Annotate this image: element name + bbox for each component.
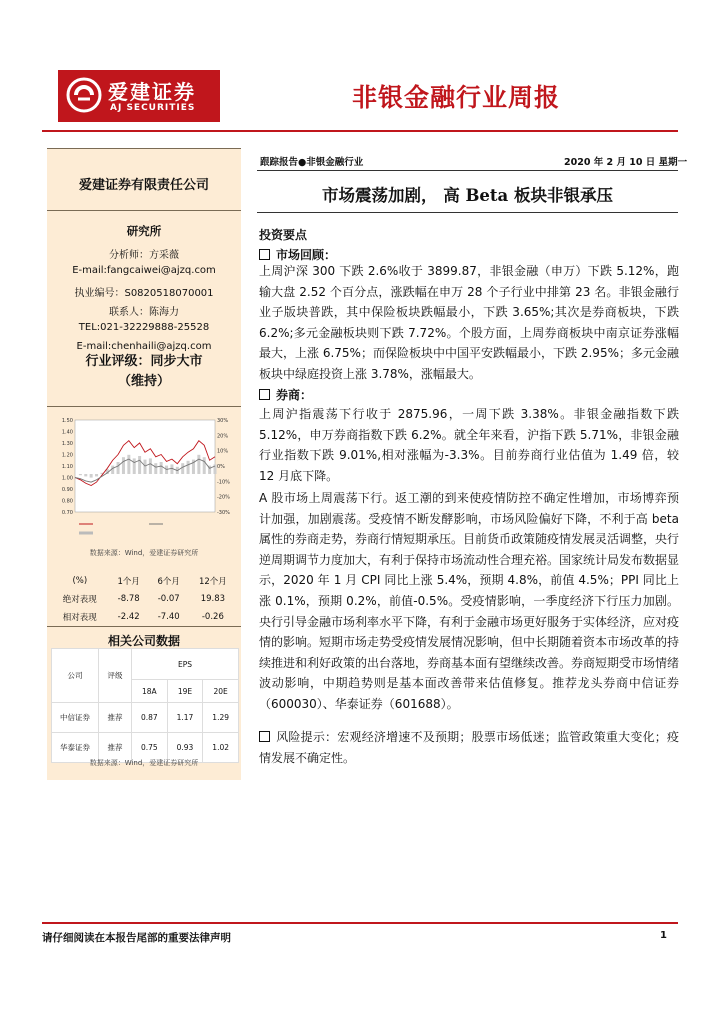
logo-mark-icon [66, 77, 102, 113]
header-divider [42, 130, 678, 132]
y2-tick-label: 0% [217, 464, 225, 470]
chart-bar [111, 466, 114, 474]
y-tick-label: 0.90 [61, 487, 73, 493]
brokers-text: 上周沪指震荡下行收于 2875.96，一周下跌 3.38%。非银金融指数下跌 5.12%，申万券商指数下跌 6.2%。就全年来看，沪指下跌 5.71%，非银金融行业指数下跌 9.01%,相对涨幅为-3.3%。目前券商行业估值为 1.49 倍，较 12 月底下降。 [259, 407, 679, 483]
col-header-year: 19E [167, 680, 203, 703]
legal-disclaimer-note: 请仔细阅读在本报告尾部的重要法律声明 [42, 932, 231, 944]
analysis-text: A 股市场上周震荡下行。返工潮的到来使疫情防控不确定性增加，市场博弈预计加强，加剧震荡。受疫情不断发酵影响，市场风险偏好下降，不利于高 beta 属性的券商走势，券商行情短期承压。目前货币政策随疫情发展灵活调整，央行逆周期调节力度加大，有利于保持市场流动性合理充裕。国家统计局发布数据显示，2020 年 1 月 CPI 同比上涨 5.4%，预期 4.8%，前值 4.5%；PPI 同比上涨 0.1%，预期 0.2%，前值-0.5%。受疫情影响，一季度经济下行压力加剧。央行引导金融市场利率水平下降，有利于金融市场更好服务于实体经济，应对疫情的影响。短期市场走势受疫情发展情况影响，但中长期随着资本市场改革的持续推进和利好政策的出台落地，券商基本面有望继续改善。券商短期受市场情绪波动影响，中期趋势则是基本面改善带来估值修复。推荐龙头券商中信证券（600030）、华泰证券（601688）。 [259, 491, 680, 711]
table-cell: 19.83 [200, 594, 226, 604]
table-cell: -8.78 [117, 594, 140, 604]
checkbox-bullet-icon [259, 249, 270, 260]
chart-bar [84, 474, 87, 476]
report-headline: 市场震荡加剧， 高 Beta 板块非银承压 [322, 186, 613, 205]
y2-tick-label: -20% [217, 494, 230, 501]
y-tick-label: 1.30 [61, 441, 73, 447]
rating-line-1: 行业评级：同步大市 [85, 354, 203, 369]
chart-bar [133, 458, 136, 474]
y-tick-label: 1.20 [61, 452, 73, 459]
eps-cell: 1.17 [167, 703, 203, 733]
chart-bar [117, 462, 120, 474]
chart-bar [90, 474, 93, 478]
chart-bar [187, 461, 190, 474]
sidebar-divider [47, 210, 241, 211]
company-cell: 中信证券 [52, 703, 99, 733]
analyst-name: 分析师：方采薇 [109, 250, 179, 261]
section-title: 券商： [276, 388, 313, 402]
table-cell: -2.42 [117, 612, 140, 622]
market-review-text: 上周沪深 300 下跌 2.6%收于 3899.87，非银金融（申万）下跌 5.12%，跑输大盘 2.52 个百分点，涨跌幅在申万 28 个子行业中排第 23 名。非银金融行业子版块普跌，其中保险板块跌幅最小，下跌 3.65%;其次是券商板块，下跌 6.2%;多元金融板块则下跌 7.72%。个股方面，上周券商板块中南京证券涨幅最大，上涨 6.75%；而保险板块中中国平安跌幅最小，下跌 2.95%；多元金融板块中绿庭投资上涨 3.78%，涨幅最大。 [259, 264, 679, 381]
table-cell: -0.07 [157, 594, 180, 604]
logo-text-cn: 爱建证券 [108, 80, 196, 104]
row-label: 绝对表现 [62, 595, 97, 605]
logo-text-en: AJ SECURITIES [110, 103, 196, 113]
table-header-cell: 6个月 [157, 577, 180, 587]
institute-label: 研究所 [126, 224, 162, 238]
y2-tick-label: 30% [217, 418, 229, 424]
report-date: 2020 年 2 月 10 日 星期一 [564, 157, 688, 168]
sidebar [47, 148, 241, 780]
analyst-email[interactable]: E-mail:fangcaiwei@ajzq.com [72, 265, 216, 276]
table-cell: -7.40 [157, 612, 180, 622]
index-performance-chart [53, 416, 237, 540]
table-row [51, 590, 237, 608]
performance-table [51, 572, 237, 626]
sidebar-top-rule [47, 148, 241, 149]
y-tick-label: 0.70 [61, 510, 73, 516]
company-cell: 华泰证券 [52, 733, 99, 763]
col-header-eps: EPS [132, 649, 239, 680]
eps-cell: 1.02 [203, 733, 239, 763]
subheader-rule [257, 170, 678, 171]
chart-bar [79, 474, 82, 475]
col-header-year: 18A [132, 680, 168, 703]
table-row [51, 608, 237, 626]
footer-divider [42, 922, 678, 924]
contact-tel: TEL:021-32229888-25528 [78, 322, 210, 333]
checkbox-bullet-icon [259, 731, 270, 742]
y-tick-label: 1.00 [61, 475, 73, 482]
col-header-year: 20E [203, 680, 239, 703]
section-brokers [259, 386, 312, 403]
page-number: 1 [660, 930, 667, 941]
checkbox-bullet-icon [259, 389, 270, 400]
table-header-cell: 1个月 [117, 577, 140, 587]
chart-source-note: 数据来源：Wind，爱建证券研究所 [89, 549, 199, 557]
y2-tick-label: 20% [217, 433, 229, 440]
table-header-row [51, 572, 237, 590]
table-row [52, 703, 239, 733]
risk-text: 风险提示：宏观经济增速不及预期；股票市场低迷；监管政策重大变化；疫情发展不确定性。 [259, 730, 679, 765]
chart-bar [203, 457, 206, 474]
col-header-rating: 评级 [99, 649, 132, 703]
industry-rating [47, 352, 241, 392]
chart-bar [154, 463, 157, 474]
company-logo [58, 70, 220, 122]
y2-tick-label: 10% [217, 448, 229, 455]
rating-cell: 推荐 [99, 703, 132, 733]
y2-tick-label: -10% [217, 479, 230, 486]
key-points-heading: 投资要点 [259, 228, 308, 242]
y-tick-label: 1.50 [61, 418, 73, 424]
section-title: 市场回顾： [276, 248, 337, 262]
chart-bar [144, 460, 147, 474]
table-source-note: 数据来源：Wind，爱建证券研究所 [89, 759, 199, 767]
table-cell: -0.26 [201, 612, 224, 622]
rating-line-2: （维持） [117, 374, 170, 389]
y-tick-label: 0.80 [61, 498, 73, 505]
company-name: 爱建证券有限责任公司 [78, 178, 209, 193]
eps-cell: 0.87 [132, 703, 168, 733]
chart-bar [181, 463, 184, 474]
report-type-title: 非银金融行业周报 [352, 83, 561, 112]
chart-bar [122, 457, 125, 474]
chart-bar [95, 474, 98, 476]
table-header-cell: (%) [72, 576, 88, 586]
eps-cell: 1.29 [203, 703, 239, 733]
chart-bar [160, 462, 163, 474]
rating-cell: 推荐 [99, 733, 132, 763]
headline-rule [257, 212, 678, 213]
y2-tick-label: -30% [217, 510, 230, 516]
eps-cell: 0.75 [132, 733, 168, 763]
related-company-title: 相关公司数据 [107, 634, 180, 648]
report-category: 跟踪报告●非银金融行业 [260, 157, 364, 168]
y-tick-label: 1.40 [61, 429, 73, 436]
eps-cell: 0.93 [167, 733, 203, 763]
license-number: 执业编号：S0820518070001 [74, 288, 214, 299]
chart-bar [197, 455, 200, 474]
contact-email[interactable]: E-mail:chenhaili@ajzq.com [76, 341, 212, 352]
chart-bar [214, 464, 217, 474]
chart-bar [138, 456, 141, 474]
col-header-company: 公司 [52, 649, 99, 703]
company-data-table [51, 648, 239, 763]
chart-bar [127, 455, 130, 474]
row-label: 相对表现 [62, 613, 97, 623]
contact-name: 联系人：陈海力 [109, 307, 179, 318]
table-header-cell: 12个月 [198, 577, 227, 587]
y-tick-label: 1.10 [61, 464, 73, 470]
risk-warning [259, 727, 679, 768]
chart-bar [149, 458, 152, 474]
